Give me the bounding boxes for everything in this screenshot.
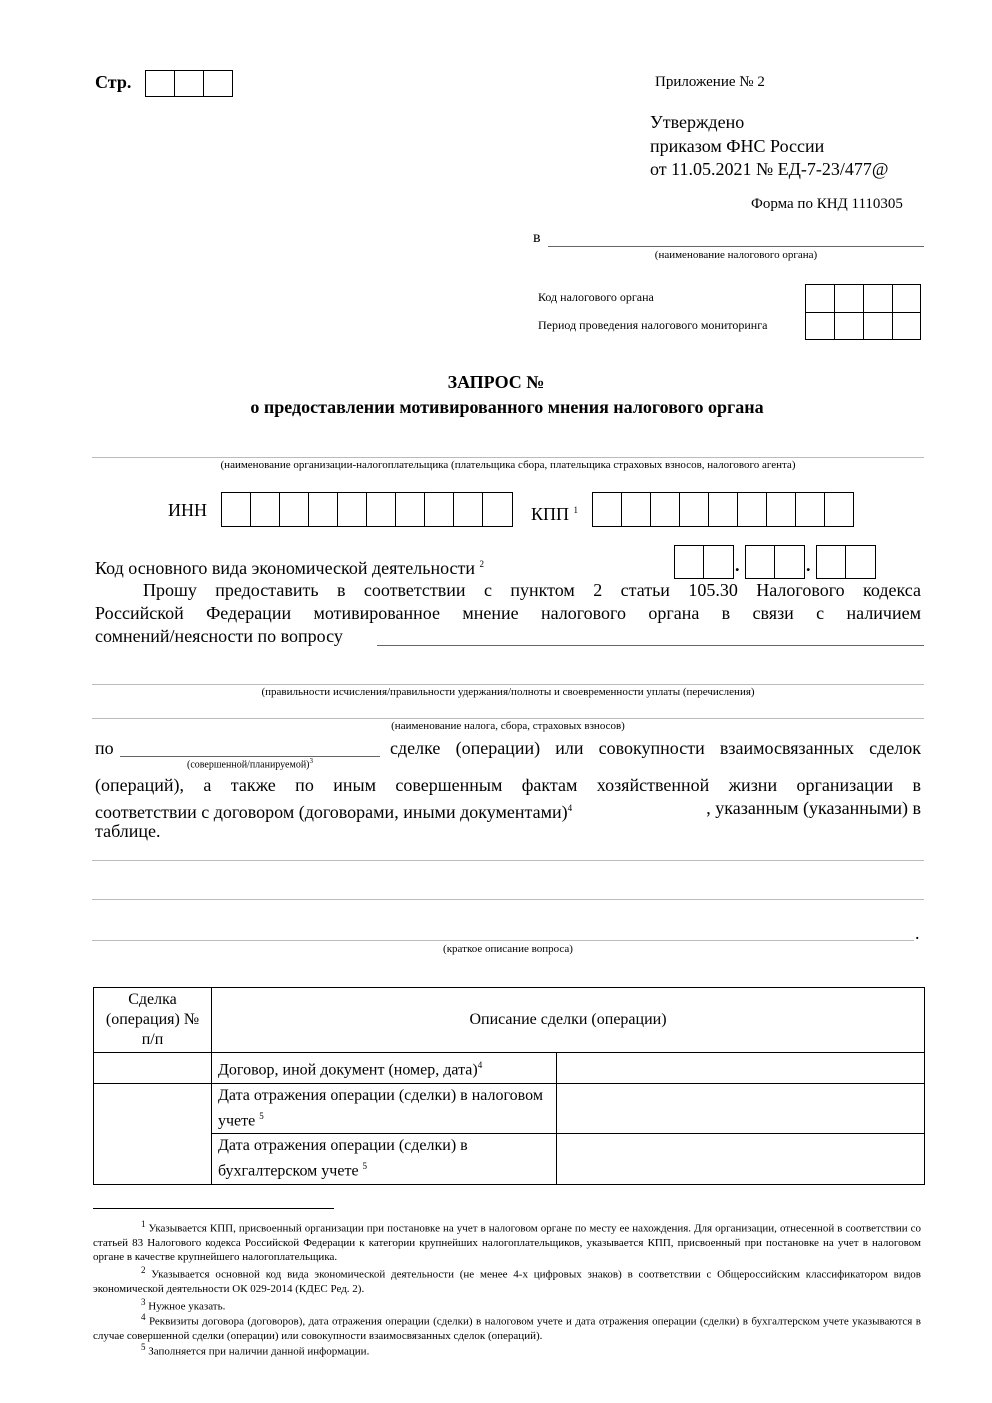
okved-cells-1[interactable] bbox=[674, 545, 734, 579]
okved-dot-2: . bbox=[806, 555, 811, 575]
footnote-3: $^3$ Нужное указать. bbox=[141, 1297, 226, 1313]
approved-line-2: приказом ФНС России bbox=[650, 136, 825, 156]
paragraph-1-line-3: сомнений/неясности по вопросу bbox=[95, 626, 343, 646]
footnote-5: $^5$ Заполняется при наличии данной информации. bbox=[141, 1342, 370, 1358]
request-subtitle: о предоставлении мотивированного мнения налогового органа bbox=[250, 397, 764, 417]
deal-description-header: Описание сделки (операции) bbox=[212, 988, 925, 1053]
paragraph-2-text-a: соответствии с договором (договорами, иными документами) bbox=[95, 802, 568, 822]
contract-value-cell[interactable] bbox=[557, 1053, 925, 1084]
footnote-separator bbox=[93, 1208, 334, 1209]
footnote-4: $^4$ Реквизиты договора (договоров), дата отражения операции (сделки) в налоговом учете и дата отражения операции (сделки) в бухгалтерском учете указываются в случае совершенной сделки (операции) или совокупности взаимосвязанных сделок (операций). bbox=[93, 1312, 922, 1342]
okved-cells-2[interactable] bbox=[745, 545, 805, 579]
footnote-2: $^2$ Указывается основной код вида экономической деятельности (не менее 4-х цифровых знаков) в соответствии с Общероссийским классификатором видов экономической деятельности ОК 029-2014 (КДЕС Ред. 2). bbox=[93, 1265, 921, 1295]
paragraph-2-line-4: таблице. bbox=[95, 821, 161, 841]
form-code: Форма по КНД 1110305 bbox=[751, 196, 903, 212]
book-accounting-date-label: Дата отражения операции (сделки) в бухгалтерском учете $^5$ bbox=[212, 1134, 557, 1184]
po-label: по bbox=[95, 738, 114, 758]
okved-label: Код основного вида экономической деятельности $^2$ bbox=[95, 558, 485, 578]
approved-line-3: от 11.05.2021 № ЕД-7-23/477@ bbox=[650, 159, 889, 179]
tax-authority-field[interactable] bbox=[548, 246, 924, 247]
correctness-field[interactable] bbox=[92, 684, 924, 685]
brief-description-line-3[interactable] bbox=[92, 940, 914, 941]
tax-accounting-date-cell[interactable] bbox=[557, 1084, 925, 1134]
paragraph-2-text-b: , указанным (указанными) в bbox=[706, 798, 921, 818]
deal-table bbox=[93, 987, 925, 1185]
tax-code-label: Код налогового органа bbox=[538, 290, 654, 304]
contract-label: Договор, иной документ (номер, дата)$^4$ bbox=[212, 1053, 557, 1084]
page-number-label: Стр. bbox=[95, 72, 132, 92]
page-number-cells[interactable] bbox=[145, 70, 233, 97]
inn-cells[interactable] bbox=[221, 492, 513, 527]
okved-cells-3[interactable] bbox=[816, 545, 876, 579]
tax-code-grid[interactable] bbox=[805, 284, 921, 340]
paragraph-1-line-2: Российской Федерации мотивированное мнение налогового органа в связи с наличием bbox=[95, 603, 921, 623]
closing-period: . bbox=[915, 923, 920, 943]
question-field[interactable] bbox=[377, 645, 924, 646]
footnote-1: $^1$ Указывается КПП, присвоенный организации при постановке на учет в налоговом органе по месту ее нахождения. Для организации, отнесенной в соответствии со статьей 83 Налогового кодекса Российской Федерации к категории крупнейших налогоплательщиков, указывается КПП, присвоенный при постановке на учет в налоговом органе в качестве крупнейшего налогоплательщика. bbox=[93, 1219, 922, 1263]
tax-name-field[interactable] bbox=[92, 718, 924, 719]
tax-authority-caption: (наименование налогового органа) bbox=[654, 249, 818, 261]
correctness-caption: (правильности исчисления/правильности удержания/полноты и своевременности уплаты (перечисления) bbox=[261, 686, 755, 698]
tax-accounting-date-label: Дата отражения операции (сделки) в налоговом учете $^5$ bbox=[212, 1084, 557, 1134]
paragraph-2-line-3: соответствии с договором (договорами, иными документами)$^4$ , указанным (указанными) в bbox=[95, 798, 921, 822]
tax-name-caption: (наименование налога, сбора, страховых взносов) bbox=[391, 720, 625, 732]
paragraph-2-line-2: (операций), а также по иным совершенным фактам хозяйственной жизни организации в bbox=[95, 775, 921, 795]
brief-description-caption: (краткое описание вопроса) bbox=[443, 943, 573, 955]
monitoring-period-label: Период проведения налогового мониторинга bbox=[538, 318, 768, 332]
paragraph-1-line-1: Прошу предоставить в соответствии с пунктом 2 статьи 105.30 Налогового кодекса bbox=[143, 580, 921, 600]
brief-description-line-2[interactable] bbox=[92, 899, 924, 900]
okved-dot-1: . bbox=[735, 555, 740, 575]
kpp-label: КПП $^1$ bbox=[531, 504, 579, 524]
appendix-label: Приложение № 2 bbox=[655, 74, 765, 90]
deal-number-cell-2[interactable] bbox=[94, 1084, 212, 1185]
recipient-prefix: в bbox=[533, 229, 541, 246]
brief-description-line-1[interactable] bbox=[92, 860, 924, 861]
deal-number-cell-1[interactable] bbox=[94, 1053, 212, 1084]
approved-line-1: Утверждено bbox=[650, 112, 745, 132]
inn-label: ИНН bbox=[168, 500, 207, 520]
book-accounting-date-cell[interactable] bbox=[557, 1134, 925, 1184]
paragraph-2-line-1: сделке (операции) или совокупности взаимосвязанных сделок bbox=[390, 738, 921, 758]
kpp-cells[interactable] bbox=[592, 492, 854, 527]
deal-type-caption: (совершенной/планируемой)$^3$ bbox=[186, 757, 313, 771]
request-title: ЗАПРОС № bbox=[447, 372, 545, 392]
organization-name-field[interactable] bbox=[92, 457, 924, 458]
organization-name-caption: (наименование организации-налогоплательщика (плательщика сбора, плательщика страховых взносов, налогового агента) bbox=[220, 459, 796, 471]
deal-number-header: Сделка (операция) № п/п bbox=[94, 988, 212, 1053]
